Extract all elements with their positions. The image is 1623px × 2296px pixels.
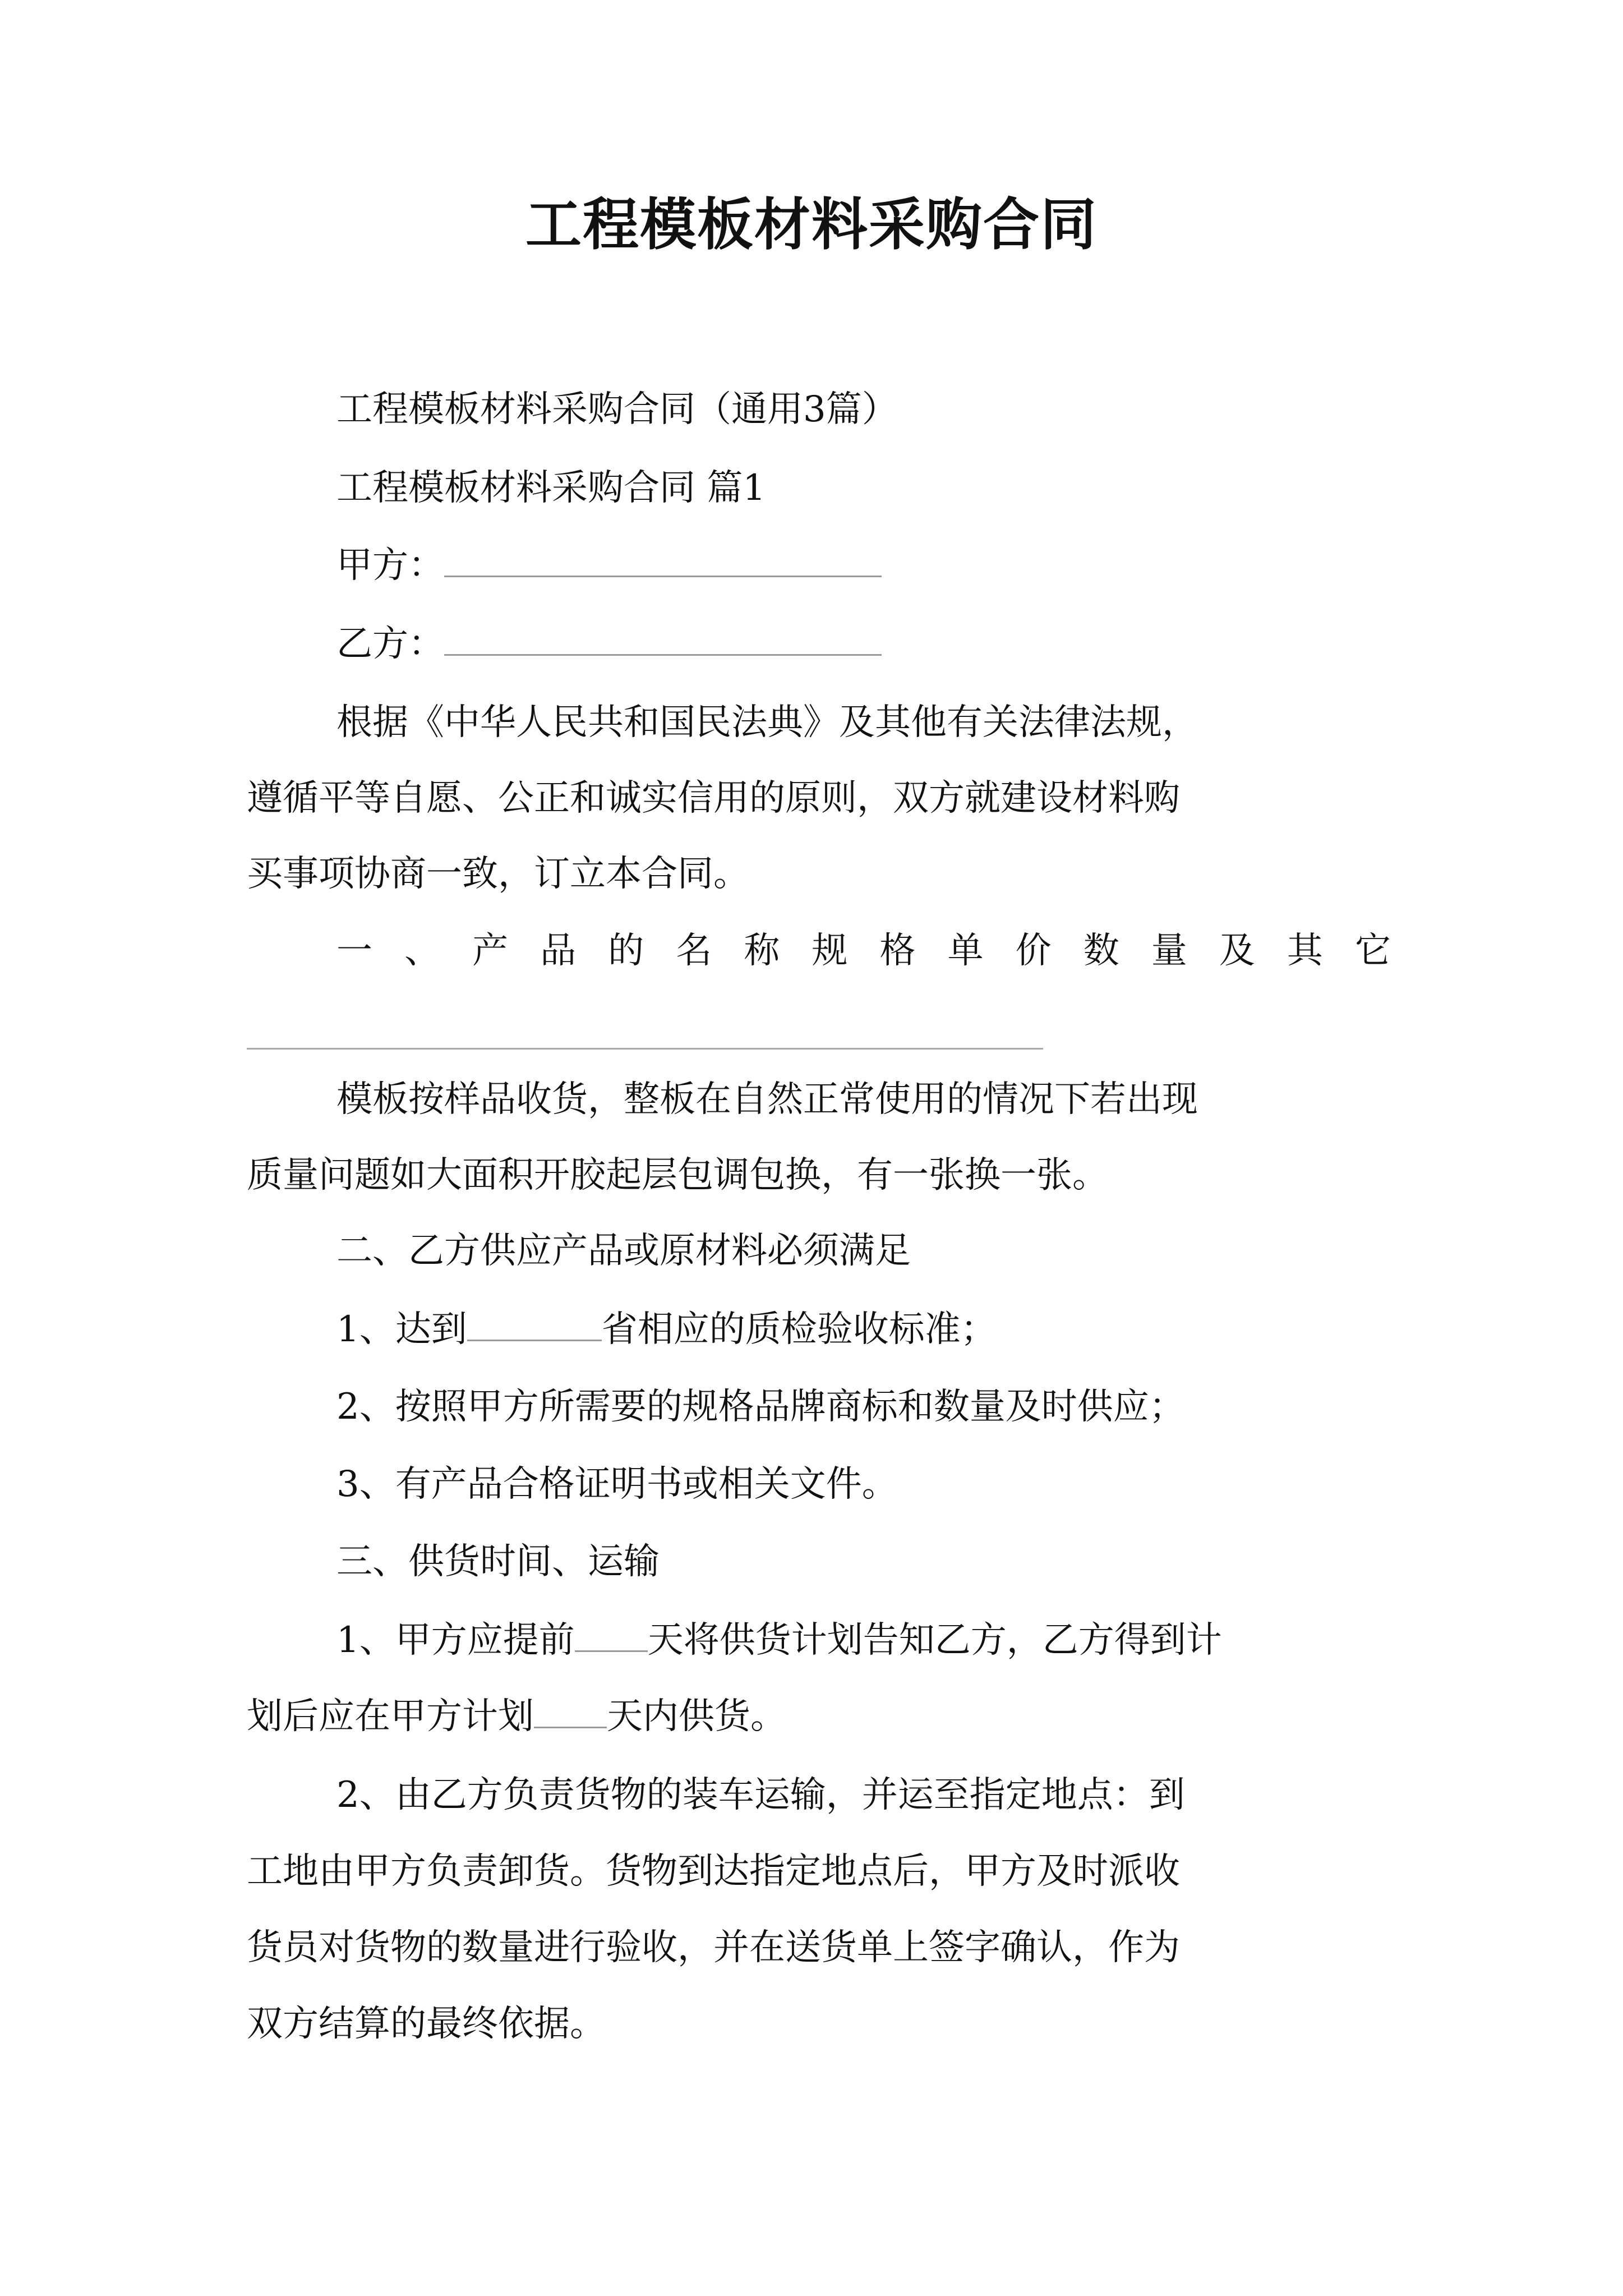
province-blank <box>467 1307 602 1341</box>
section-1-char: 单 <box>947 930 984 972</box>
item-text: 划后应在甲方计划 <box>247 1696 534 1737</box>
intro-line-3: 买事项协商一致，订立本合同。 <box>247 853 749 895</box>
subtitle: 工程模板材料采购合同（通用3篇） <box>336 389 898 430</box>
party-b-blank <box>444 622 882 656</box>
section-2-item-3: 3、有产品合格证明书或相关文件。 <box>336 1464 898 1505</box>
section-3-item-1-line-1 <box>247 1618 1481 1663</box>
party-a-line <box>247 543 1481 588</box>
section-2-item-1 <box>247 1307 1481 1352</box>
intro-line-1: 根据《中华人民共和国民法典》及其他有关法律法规， <box>336 702 1198 743</box>
days-blank <box>534 1694 607 1728</box>
acceptance-line-1: 模板按样品收货，整板在自然正常使用的情况下若出现 <box>336 1079 1198 1120</box>
section-1-char: 量 <box>1151 930 1187 972</box>
section-1-char: 它 <box>1354 930 1391 972</box>
item-text: 1、达到 <box>336 1309 467 1350</box>
section-1-char: 数 <box>1083 930 1119 972</box>
part-heading: 工程模板材料采购合同 篇1 <box>336 467 766 509</box>
section-1-blank-line <box>247 1048 1043 1050</box>
section-3-item-2-line-1: 2、由乙方负责货物的装车运输，并运至指定地点：到 <box>336 1774 1185 1816</box>
section-1-char: 价 <box>1015 930 1052 972</box>
item-text: 天内供货。 <box>607 1696 786 1737</box>
item-text: 1、甲方应提前 <box>336 1619 575 1661</box>
document-title: 工程模板材料采购合同 <box>525 191 1098 257</box>
section-1-char: 一 <box>336 930 372 972</box>
section-1-char: 称 <box>744 930 780 972</box>
section-1-char: 产 <box>472 930 509 972</box>
item-text: 省相应的质检验收标准； <box>601 1309 997 1350</box>
section-3-item-1-line-2 <box>247 1694 1391 1739</box>
party-b-line <box>247 622 1481 666</box>
section-2-item-2: 2、按照甲方所需要的规格品牌商标和数量及时供应； <box>336 1386 1185 1428</box>
party-b-label: 乙方： <box>336 623 444 665</box>
section-2-heading: 二、乙方供应产品或原材料必须满足 <box>336 1230 911 1272</box>
section-1-char: 名 <box>676 930 712 972</box>
section-3-item-2-line-3: 货员对货物的数量进行验收，并在送货单上签字确认，作为 <box>247 1927 1180 1968</box>
days-blank <box>575 1618 648 1652</box>
section-3-item-2-line-4: 双方结算的最终依据。 <box>247 2003 606 2045</box>
section-1-char: 格 <box>879 930 916 972</box>
party-a-label: 甲方： <box>336 545 444 586</box>
section-1-char: 品 <box>540 930 577 972</box>
intro-line-2: 遵循平等自愿、公正和诚实信用的原则，双方就建设材料购 <box>247 777 1180 819</box>
section-3-heading: 三、供货时间、运输 <box>336 1541 660 1582</box>
section-1-char: 、 <box>404 930 441 972</box>
party-a-blank <box>444 543 882 577</box>
section-1-char: 其 <box>1287 930 1323 972</box>
section-1-char: 及 <box>1219 930 1255 972</box>
item-text: 天将供货计划告知乙方，乙方得到计 <box>647 1619 1222 1661</box>
section-1-char: 的 <box>608 930 644 972</box>
section-1-heading <box>336 928 1391 973</box>
section-3-item-2-line-2: 工地由甲方负责卸货。货物到达指定地点后，甲方及时派收 <box>247 1851 1180 1892</box>
section-1-char: 规 <box>811 930 848 972</box>
acceptance-line-2: 质量问题如大面积开胶起层包调包换，有一张换一张。 <box>247 1154 1108 1196</box>
